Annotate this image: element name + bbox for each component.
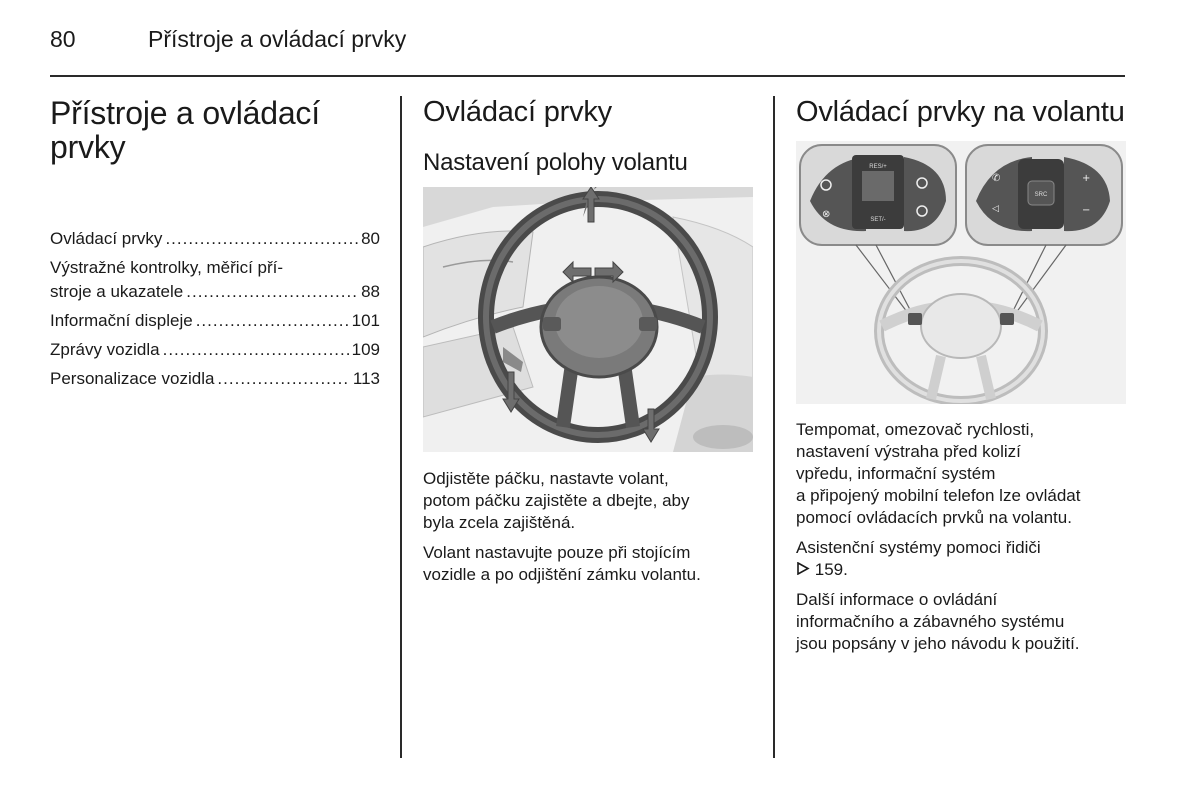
steering-adjustment-drawing: [423, 187, 753, 452]
toc-entry-text: Ovládací prvky: [50, 229, 163, 248]
toc-entry-text: Personalizace vozidla: [50, 369, 215, 388]
set-label: SET/-: [870, 217, 886, 223]
steering-wheel-controls-illustration: [796, 141, 1126, 404]
voice-icon: ◁: [992, 204, 999, 214]
toc-entry-personalizace-vozidla[interactable]: [50, 367, 380, 391]
lane-icon: ⊗: [822, 209, 831, 220]
chapter-title-line1: Přístroje a ovládací: [50, 95, 320, 131]
chapter-title-line2: prvky: [50, 129, 126, 165]
running-title: Přístroje a ovládací prvky: [148, 26, 407, 52]
res-label: RES/+: [869, 164, 887, 170]
toc-entry-informacni-displeje[interactable]: [50, 309, 380, 333]
phone-icon: ✆: [992, 173, 1001, 184]
toc-entry-vystrazne-kontrolky[interactable]: [50, 256, 380, 304]
section-title: Ovládací prvky: [423, 96, 612, 128]
volume-up-icon: +: [1082, 173, 1091, 184]
paragraph-with-reference: [796, 537, 1131, 581]
paragraph: Další informace o ovládání informačního a zábavného systému jsou popsány v jeho návodu k použití.: [796, 590, 1080, 653]
paragraph: Volant nastavujte pouze při stojícím vozidle a po odjištění zámku volantu.: [423, 543, 701, 584]
toc-entry-zpravy-vozidla[interactable]: [50, 338, 380, 362]
steering-wheel-controls-drawing: [796, 141, 1126, 404]
page-number: 80: [50, 26, 76, 52]
src-label: SRC: [1034, 192, 1048, 198]
section-title: Ovládací prvky na volantu: [796, 96, 1125, 128]
volume-down-icon: −: [1082, 205, 1091, 216]
toc-page-number: 113: [352, 369, 380, 388]
table-of-contents: [50, 227, 380, 391]
toc-entry-text: Informační displeje: [50, 311, 193, 330]
column-divider-right: [773, 96, 775, 758]
toc-page-number: 80: [361, 229, 380, 248]
chapter-column: [50, 96, 380, 396]
steering-controls-text: [796, 419, 1131, 663]
header-rule: [50, 75, 1125, 77]
toc-leader-dots: [165, 227, 358, 251]
toc-page-number: 88: [361, 282, 380, 301]
column-divider-left: [400, 96, 402, 758]
arrow-reference-icon: [796, 559, 810, 581]
toc-entry-text-line1: Výstražné kontrolky, měřicí pří-: [50, 258, 284, 277]
toc-leader-dots: [186, 280, 358, 304]
subsection-title: Nastavení polohy volantu: [423, 149, 688, 176]
paragraph: Odjistěte páčku, nastavte volant, potom páčku zajistěte a dbejte, aby byla zcela zajištěná.: [423, 469, 690, 532]
steering-adjustment-text: [423, 468, 758, 594]
toc-leader-dots: [196, 309, 349, 333]
toc-page-number: 101: [351, 311, 380, 330]
paragraph-text: Asistenční systémy pomoci řidiči: [796, 538, 1041, 557]
page-reference[interactable]: 159.: [814, 560, 848, 579]
toc-leader-dots: [163, 338, 349, 362]
toc-entry-text: Zprávy vozidla: [50, 340, 160, 359]
paragraph: Tempomat, omezovač rychlosti, nastavení výstraha před kolizí vpředu, informační systém a připojený mobilní telefon lze ovládat pomocí ovládacích prvků na volantu.: [796, 420, 1081, 527]
chapter-title: [50, 96, 380, 164]
section-column: [423, 96, 753, 177]
toc-page-number: 109: [351, 340, 380, 359]
toc-entry-ovladaci-prvky[interactable]: [50, 227, 380, 251]
toc-leader-dots: [217, 367, 349, 391]
toc-entry-text: stroje a ukazatele: [50, 282, 184, 301]
steering-adjustment-illustration: [423, 187, 753, 452]
steering-controls-column: [796, 96, 1126, 128]
